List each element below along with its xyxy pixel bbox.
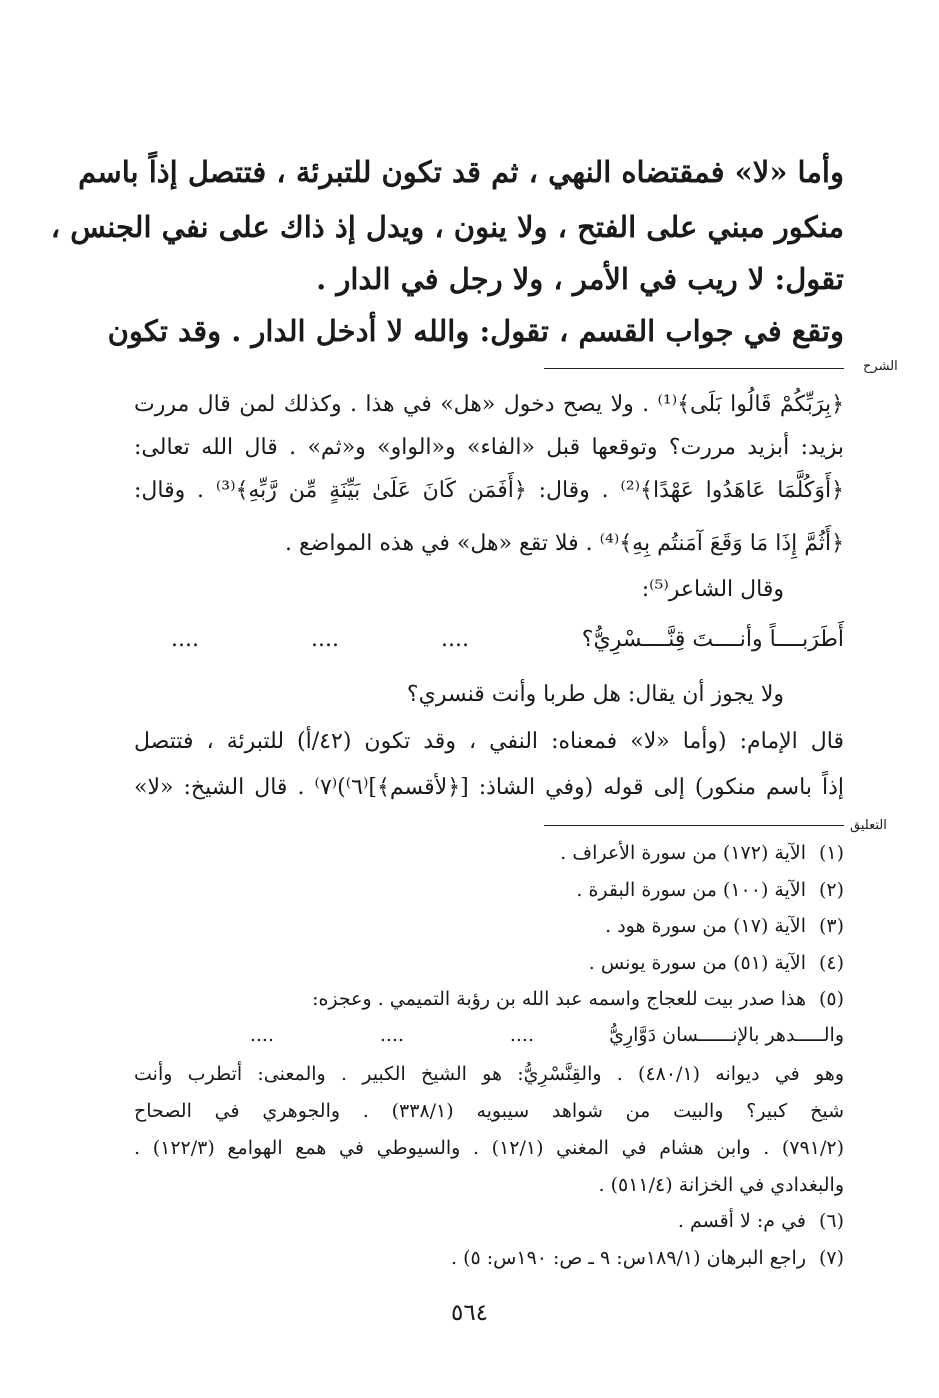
sharh-line: ﴿أَثُمَّ إِذَا مَا وَقَعَ آمَنتُم بِهِ﴾⁽⁴⁾ . فلا تقع «هل» في هذه المواضع . bbox=[284, 531, 844, 556]
verse-dots: .... bbox=[509, 1024, 534, 1046]
footnote-text: هذا صدر بيت للعجاج واسمه عبد الله بن رؤبة التميمي . وعجزه: bbox=[312, 988, 806, 1010]
footnote-number: (٧) bbox=[818, 1247, 844, 1269]
footnote-number: (٣) bbox=[818, 915, 844, 937]
footnote bbox=[134, 988, 844, 1010]
sharh-line: ولا يجوز أن يقال: هل طربا وأنت قنسري؟ bbox=[406, 682, 784, 707]
sharh-line: بزيد: أبزيد مررت؟ وتوقعها قبل «الفاء» و«الواو» و«ثم» . قال الله تعالى: bbox=[134, 435, 844, 460]
footnote bbox=[134, 842, 844, 864]
footnote bbox=[134, 879, 844, 901]
footnote-number: (١) bbox=[818, 842, 844, 864]
verse-dots: .... bbox=[311, 627, 339, 652]
verse-dots: .... bbox=[441, 627, 469, 652]
verse-first-half: أَطَرَبــــاً وأنــــتَ قِنَّــــسْرِيُّ؟ bbox=[581, 627, 844, 652]
footnote-text: الآية (١٧) من سورة هود . bbox=[605, 915, 806, 937]
footnote-text: في م: لا أقسم . bbox=[677, 1210, 806, 1232]
footnote bbox=[134, 1247, 844, 1269]
verse-dots: .... bbox=[171, 627, 199, 652]
footnote bbox=[134, 1210, 844, 1232]
footnote-number: (٥) bbox=[818, 988, 844, 1010]
main-line: وأما «لا» فمقتضاه النهي ، ثم قد تكون للتبرئة ، فتتصل إذاً باسم bbox=[78, 155, 844, 189]
sharh-line: ﴿أَوَكُلَّمَا عَاهَدُوا عَهْدًا﴾⁽²⁾ . وقال: ﴿أَفَمَن كَانَ عَلَىٰ بَيِّنَةٍ مِّن رَّبِّهِ﴾⁽³⁾ . وقال: bbox=[134, 478, 845, 503]
imam-line: قال الإمام: (وأما «لا» فمعناه: النفي ، وقد تكون (٤٢/أ) للتبرئة ، فتتصل bbox=[134, 729, 844, 754]
main-line: تقول: لا ريب في الأمر ، ولا رجل في الدار . bbox=[316, 262, 844, 296]
footnote-text: راجع البرهان (١٨٩/١س: ٩ ـ ص: ١٩٠س: ٥) . bbox=[451, 1247, 806, 1269]
sharh-line: ﴿بِرَبِّكُمْ قَالُوا بَلَى﴾⁽¹⁾ . ولا يصح دخول «هل» في هذا . وكذلك لمن قال مررت bbox=[134, 392, 844, 417]
footnote-continuation: (٧٩١/٢) . وابن هشام في المغني (١٢/١) . والسيوطي في همع الهوامع (١٢٢/٣) . bbox=[134, 1137, 844, 1159]
footnote-number: (٦) bbox=[818, 1210, 844, 1232]
taaliq-label: التعليق bbox=[850, 818, 887, 833]
main-line: وتقع في جواب القسم ، تقول: والله لا أدخل الدار . وقد تكون bbox=[107, 314, 844, 348]
main-line: منكور مبني على الفتح ، ولا ينون ، ويدل إذ ذاك على نفي الجنس ، bbox=[50, 210, 844, 244]
footnote-continuation: والبغدادي في الخزانة (٥١١/٤) . bbox=[598, 1174, 844, 1196]
footnote-text: الآية (١٠٠) من سورة البقرة . bbox=[576, 879, 806, 901]
footnote-number: (٤) bbox=[818, 952, 844, 974]
sharh-divider bbox=[544, 368, 844, 369]
verse-second-half: والـــــدهر بالإنــــــسان دَوَّارِيُّ bbox=[609, 1024, 844, 1046]
verse-dots: .... bbox=[249, 1024, 274, 1046]
footnote-continuation: شيخ كبير؟ والبيت من شواهد سيبويه (٣٣٨/١) . والجوهري في الصحاح bbox=[134, 1100, 845, 1122]
footnote-text: الآية (٥١) من سورة يونس . bbox=[588, 952, 806, 974]
page-number: ٥٦٤ bbox=[450, 1300, 489, 1326]
footnote bbox=[134, 915, 844, 937]
sharh-line: وقال الشاعر⁽⁵⁾: bbox=[641, 577, 784, 602]
footnote bbox=[134, 952, 844, 974]
footnote-text: الآية (١٧٢) من سورة الأعراف . bbox=[560, 842, 806, 864]
verse-dots: .... bbox=[379, 1024, 404, 1046]
footnote-number: (٢) bbox=[818, 879, 844, 901]
footnote-continuation: وهو في ديوانه (٤٨٠/١) . والقِنَّسْرِيُّ: هو الشيخ الكبير . والمعنى: أتطرب وأنت bbox=[134, 1063, 844, 1085]
imam-line: إذاً باسم منكور) إلى قوله (وفي الشاذ: [﴿لأقسم﴾]⁽٦⁾)⁽٧⁾ . قال الشيخ: «لا» bbox=[134, 775, 845, 800]
taaliq-divider bbox=[544, 825, 844, 826]
sharh-label: الشرح bbox=[863, 359, 898, 374]
